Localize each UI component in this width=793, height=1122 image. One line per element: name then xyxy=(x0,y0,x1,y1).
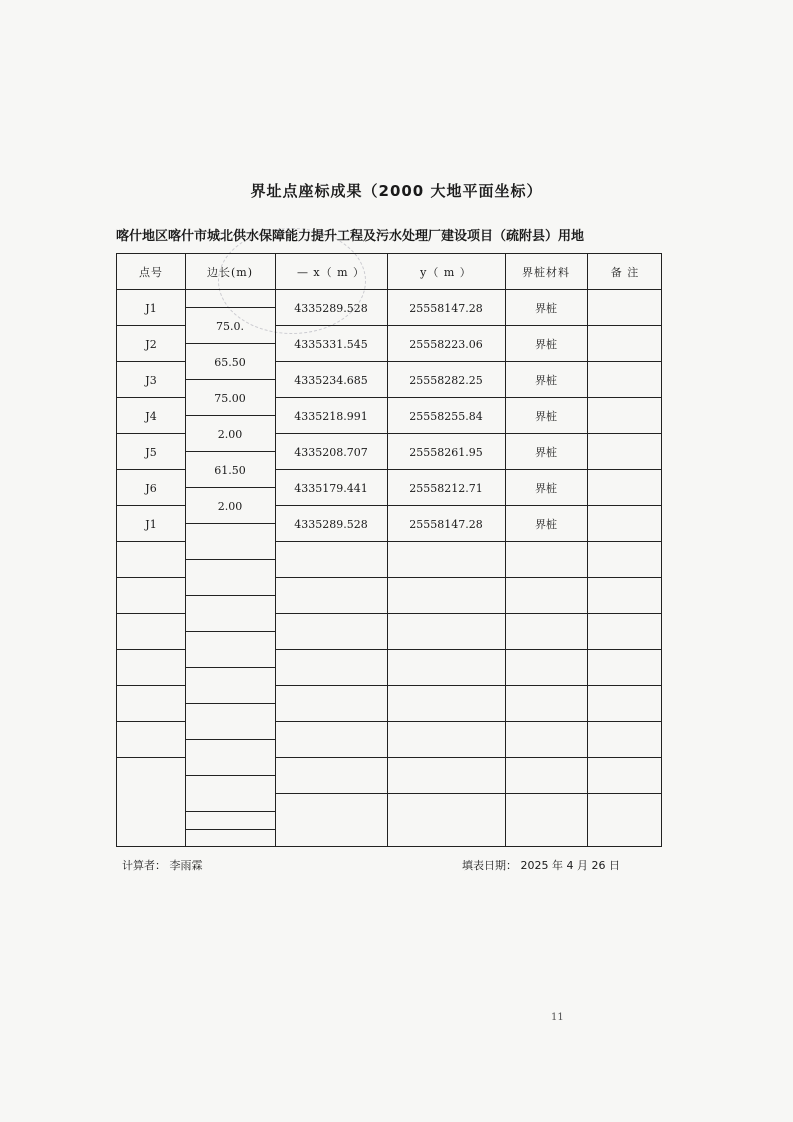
edge-length: 75.0. xyxy=(216,320,244,333)
row-divider xyxy=(117,397,185,398)
row-divider xyxy=(117,469,185,470)
row-divider xyxy=(275,613,661,614)
row-divider xyxy=(275,649,661,650)
point-x: 4335234.685 xyxy=(294,374,368,387)
point-x: 4335208.707 xyxy=(294,446,368,459)
point-material: 界桩 xyxy=(535,518,557,531)
edge-length: 61.50 xyxy=(214,464,246,477)
edge-divider xyxy=(185,559,275,560)
point-material: 界桩 xyxy=(535,482,557,495)
header-note: 备 注 xyxy=(610,266,640,279)
row-divider xyxy=(117,433,185,434)
point-x: 4335179.441 xyxy=(294,482,368,495)
point-id: J3 xyxy=(145,374,157,387)
point-material: 界桩 xyxy=(535,410,557,423)
row-divider xyxy=(275,325,661,326)
point-y: 25558282.25 xyxy=(409,374,483,387)
point-id: J6 xyxy=(145,482,157,495)
page-number: 11 xyxy=(551,1012,564,1023)
point-material: 界桩 xyxy=(535,446,557,459)
row-divider xyxy=(117,685,185,686)
calculator-signature: 计算者： 李雨霖 xyxy=(122,859,203,872)
row-divider xyxy=(117,505,185,506)
edge-divider xyxy=(185,523,275,524)
row-divider xyxy=(117,577,185,578)
row-divider xyxy=(275,361,661,362)
header-x: — x（ m ） xyxy=(296,266,366,279)
row-divider xyxy=(275,721,661,722)
edge-divider xyxy=(185,307,275,308)
point-material: 界桩 xyxy=(535,374,557,387)
point-id: J2 xyxy=(145,338,157,351)
point-material: 界桩 xyxy=(535,302,557,315)
row-divider xyxy=(275,397,661,398)
point-x: 4335289.528 xyxy=(294,302,368,315)
point-id: J1 xyxy=(145,518,157,531)
row-divider xyxy=(117,325,185,326)
point-x: 4335289.528 xyxy=(294,518,368,531)
row-divider xyxy=(275,577,661,578)
header-edge-length: 边长(m) xyxy=(206,266,253,279)
edge-divider xyxy=(185,811,275,812)
point-y: 25558147.28 xyxy=(409,302,483,315)
edge-divider xyxy=(185,343,275,344)
point-y: 25558255.84 xyxy=(409,410,483,423)
row-divider xyxy=(117,757,185,758)
edge-divider xyxy=(185,451,275,452)
header-divider xyxy=(117,289,661,290)
point-y: 25558147.28 xyxy=(409,518,483,531)
edge-divider xyxy=(185,739,275,740)
edge-divider xyxy=(185,595,275,596)
row-divider xyxy=(117,541,185,542)
edge-length: 2.00 xyxy=(217,428,243,441)
row-divider xyxy=(117,721,185,722)
point-y: 25558223.06 xyxy=(409,338,483,351)
row-divider xyxy=(275,505,661,506)
edge-divider xyxy=(185,667,275,668)
edge-divider xyxy=(185,379,275,380)
fill-date: 填表日期： 2025 年 4 月 26 日 xyxy=(462,859,620,872)
edge-length: 65.50 xyxy=(214,356,246,369)
point-id: J4 xyxy=(145,410,157,423)
point-y: 25558212.71 xyxy=(409,482,483,495)
header-point: 点号 xyxy=(139,266,163,279)
row-divider xyxy=(275,469,661,470)
header-material: 界桩材料 xyxy=(522,266,570,279)
edge-divider xyxy=(185,829,275,830)
edge-divider xyxy=(185,631,275,632)
point-material: 界桩 xyxy=(535,338,557,351)
point-id: J1 xyxy=(145,302,157,315)
edge-length: 75.00 xyxy=(214,392,246,405)
edge-divider xyxy=(185,487,275,488)
edge-divider xyxy=(185,703,275,704)
row-divider xyxy=(117,361,185,362)
header-y: y（ m ） xyxy=(420,266,472,279)
point-y: 25558261.95 xyxy=(409,446,483,459)
row-divider xyxy=(275,793,661,794)
edge-divider xyxy=(185,775,275,776)
row-divider xyxy=(117,649,185,650)
project-subtitle: 喀什地区喀什市城北供水保障能力提升工程及污水处理厂建设项目（疏附县）用地 xyxy=(116,229,585,244)
row-divider xyxy=(117,613,185,614)
point-x: 4335331.545 xyxy=(294,338,368,351)
row-divider xyxy=(275,757,661,758)
edge-divider xyxy=(185,415,275,416)
point-id: J5 xyxy=(145,446,157,459)
row-divider xyxy=(275,541,661,542)
edge-length: 2.00 xyxy=(217,500,243,513)
coordinate-table xyxy=(116,253,662,847)
row-divider xyxy=(275,685,661,686)
point-x: 4335218.991 xyxy=(294,410,368,423)
page-title: 界址点座标成果（2000 大地平面坐标） xyxy=(250,182,543,200)
row-divider xyxy=(275,433,661,434)
